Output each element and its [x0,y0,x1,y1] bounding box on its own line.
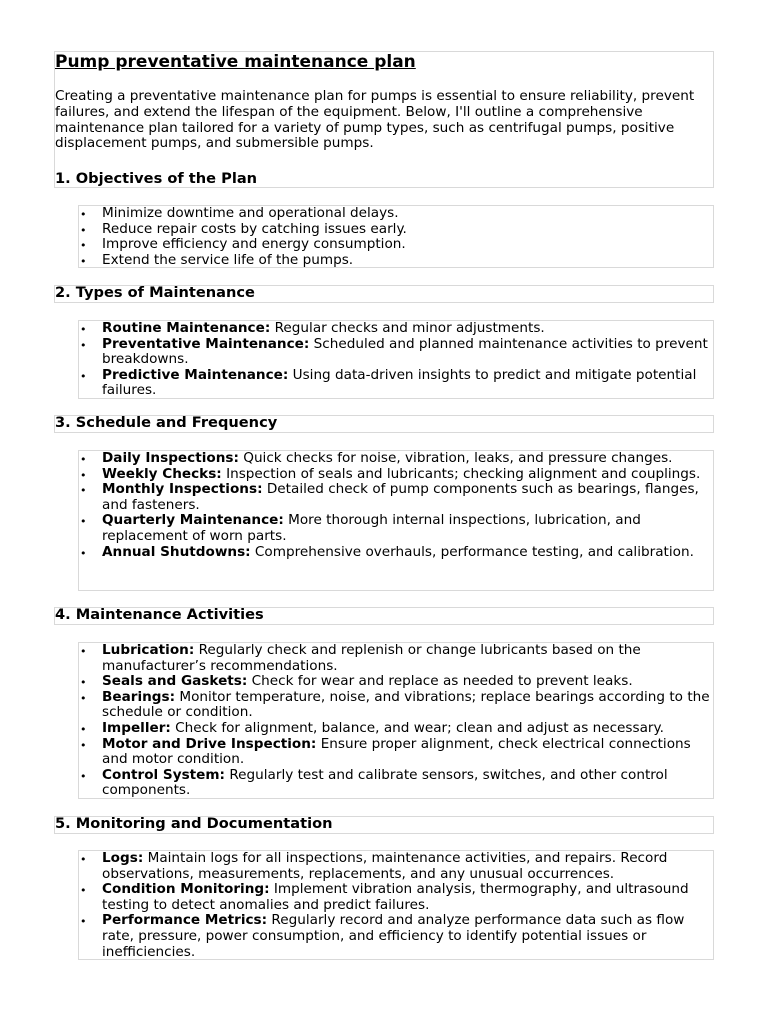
list-item: • Minimize downtime and operational delays. [79,206,713,222]
list-item: • Control System: Regularly test and calibrate sensors, switches, and other control components. [79,768,713,799]
section-heading-objectives: 1. Objectives of the Plan [55,170,258,187]
list-item: • Extend the service life of the pumps. [79,253,713,269]
list-item: • Predictive Maintenance: Using data-driven insights to predict and mitigate potential failures. [79,368,713,399]
list-item: • Impeller: Check for alignment, balance, and wear; clean and adjust as necessary. [79,721,713,737]
list-item: • Weekly Checks: Inspection of seals and lubricants; checking alignment and couplings. [79,467,713,483]
list-item: • Routine Maintenance: Regular checks and minor adjustments. [79,321,713,337]
schedule-list [78,450,714,591]
list-item: • Reduce repair costs by catching issues early. [79,222,713,238]
list-item: • Annual Shutdowns: Comprehensive overhauls, performance testing, and calibration. [79,545,713,561]
section-heading-activities: 4. Maintenance Activities [55,606,264,623]
activities-list [78,642,714,799]
monitoring-list [78,850,714,960]
list-item: • Condition Monitoring: Implement vibration analysis, thermography, and ultrasound testing to detect anomalies and predict failures. [79,882,713,913]
section-heading-schedule: 3. Schedule and Frequency [55,414,278,431]
types-list [78,320,714,399]
list-item: • Bearings: Monitor temperature, noise, and vibrations; replace bearings according to the schedule or condition. [79,690,713,721]
list-item: • Logs: Maintain logs for all inspections, maintenance activities, and repairs. Record observations, measurements, replacements, and any unusual occurrences. [79,851,713,882]
list-item: • Daily Inspections: Quick checks for noise, vibration, leaks, and pressure changes. [79,451,713,467]
objectives-list [78,205,714,268]
list-item: • Monthly Inspections: Detailed check of pump components such as bearings, flanges, and fasteners. [79,482,713,513]
list-item: • Performance Metrics: Regularly record and analyze performance data such as flow rate, pressure, power consumption, and efficiency to identify potential issues or inefficiencies. [79,913,713,960]
list-item: • Quarterly Maintenance: More thorough internal inspections, lubrication, and replacement of worn parts. [79,513,713,544]
section-heading-types: 2. Types of Maintenance [55,284,255,301]
intro-paragraph: Creating a preventative maintenance plan for pumps is essential to ensure reliability, prevent failures, and extend the lifespan of the equipment. Below, I'll outline a comprehensive maintenance plan tailored for a variety of pump types, such as centrifugal pumps, positive displacement pumps, and submersible pumps. [55,88,695,152]
section-heading-monitoring: 5. Monitoring and Documentation [55,815,333,832]
list-item: • Improve efficiency and energy consumption. [79,237,713,253]
list-item: • Lubrication: Regularly check and replenish or change lubricants based on the manufacturer’s recommendations. [79,643,713,674]
list-item: • Motor and Drive Inspection: Ensure proper alignment, check electrical connections and motor condition. [79,737,713,768]
page-title: Pump preventative maintenance plan [55,52,416,72]
list-item: • Preventative Maintenance: Scheduled and planned maintenance activities to prevent breakdowns. [79,337,713,368]
list-item: • Seals and Gaskets: Check for wear and replace as needed to prevent leaks. [79,674,713,690]
